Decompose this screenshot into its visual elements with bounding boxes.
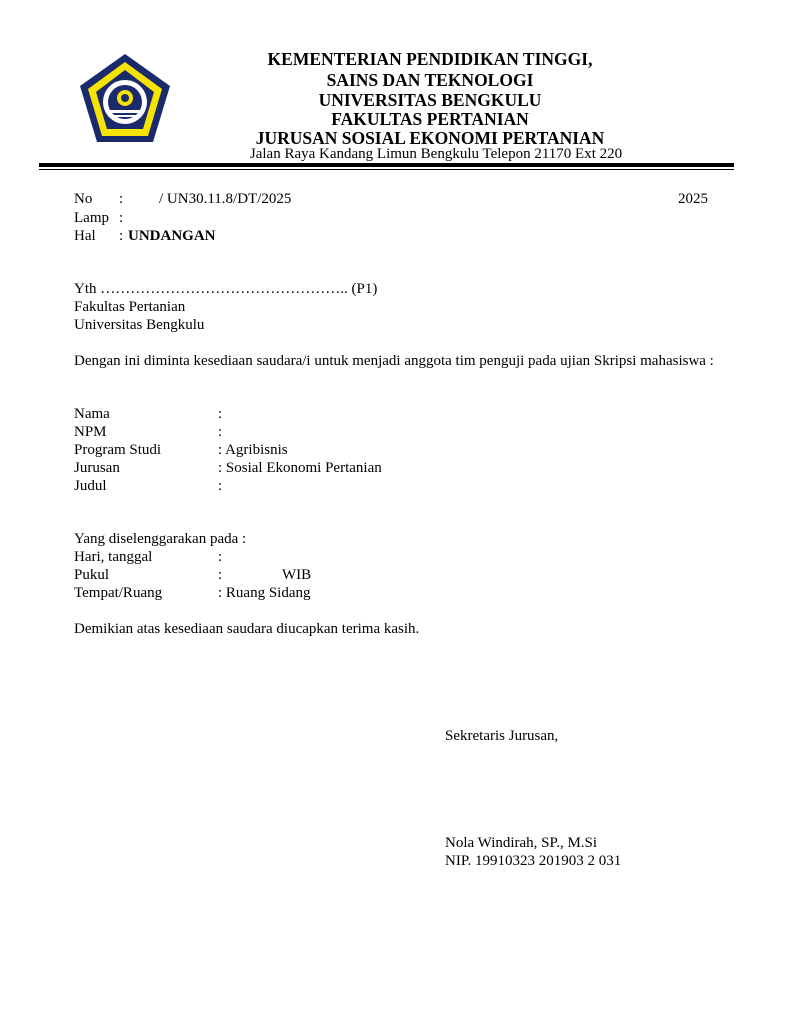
field-label-nama: Nama	[74, 406, 110, 422]
header-rule-thick	[39, 163, 734, 167]
lamp-colon: :	[119, 210, 124, 226]
header-university: UNIVERSITAS BENGKULU	[318, 90, 542, 110]
schedule-value-room: : Ruang Sidang	[218, 585, 311, 601]
signature-name: Nola Windirah, SP., M.Si	[445, 835, 598, 851]
no-colon: :	[119, 191, 124, 207]
no-value: / UN30.11.8/DT/2025	[159, 191, 292, 207]
lamp-label: Lamp	[74, 210, 109, 226]
no-label: No	[74, 191, 93, 207]
signature-nip: NIP. 19910323 201903 2 031	[445, 853, 622, 869]
field-value-jurusan: : Sosial Ekonomi Pertanian	[218, 460, 382, 476]
schedule-intro: Yang diselenggarakan pada :	[74, 531, 247, 547]
field-label-program-studi: Program Studi	[74, 442, 162, 458]
recipient-faculty: Fakultas Pertanian	[74, 299, 186, 315]
university-logo	[78, 52, 172, 144]
field-value-npm: :	[218, 424, 223, 440]
schedule-time-unit: WIB	[282, 567, 312, 583]
field-label-judul: Judul	[74, 478, 107, 494]
schedule-value-time: :	[218, 567, 223, 583]
header-faculty: FAKULTAS PERTANIAN	[331, 109, 529, 129]
header-department: JURUSAN SOSIAL EKONOMI PERTANIAN	[255, 128, 605, 148]
header-rule-thin	[39, 169, 734, 170]
field-label-npm: NPM	[74, 424, 107, 440]
signature-title: Sekretaris Jurusan,	[445, 728, 559, 744]
header-ministry-2: SAINS DAN TEKNOLOGI	[326, 70, 534, 90]
field-value-nama: :	[218, 406, 223, 422]
letter-year: 2025	[678, 191, 708, 207]
recipient-university: Universitas Bengkulu	[74, 317, 205, 333]
field-value-judul: :	[218, 478, 223, 494]
schedule-value-date: :	[218, 549, 223, 565]
closing-text: Demikian atas kesediaan saudara diucapkan terima kasih.	[74, 621, 420, 637]
header-ministry: KEMENTERIAN PENDIDIKAN TINGGI,	[267, 49, 593, 69]
schedule-label-date: Hari, tanggal	[74, 549, 153, 565]
hal-value: UNDANGAN	[128, 228, 216, 244]
field-label-jurusan: Jurusan	[74, 460, 120, 476]
hal-label: Hal	[74, 228, 96, 244]
recipient-line: Yth ………………………………………….. (P1)	[74, 281, 378, 297]
intro-paragraph: Dengan ini diminta kesediaan saudara/i untuk menjadi anggota tim penguji pada ujian Skripsi mahasiswa :	[74, 353, 714, 369]
header-address: Jalan Raya Kandang Limun Bengkulu Telepon 21170 Ext 220	[249, 146, 623, 162]
field-value-program-studi: : Agribisnis	[218, 442, 288, 458]
schedule-label-time: Pukul	[74, 567, 110, 583]
schedule-label-room: Tempat/Ruang	[74, 585, 163, 601]
hal-colon: :	[119, 228, 124, 244]
